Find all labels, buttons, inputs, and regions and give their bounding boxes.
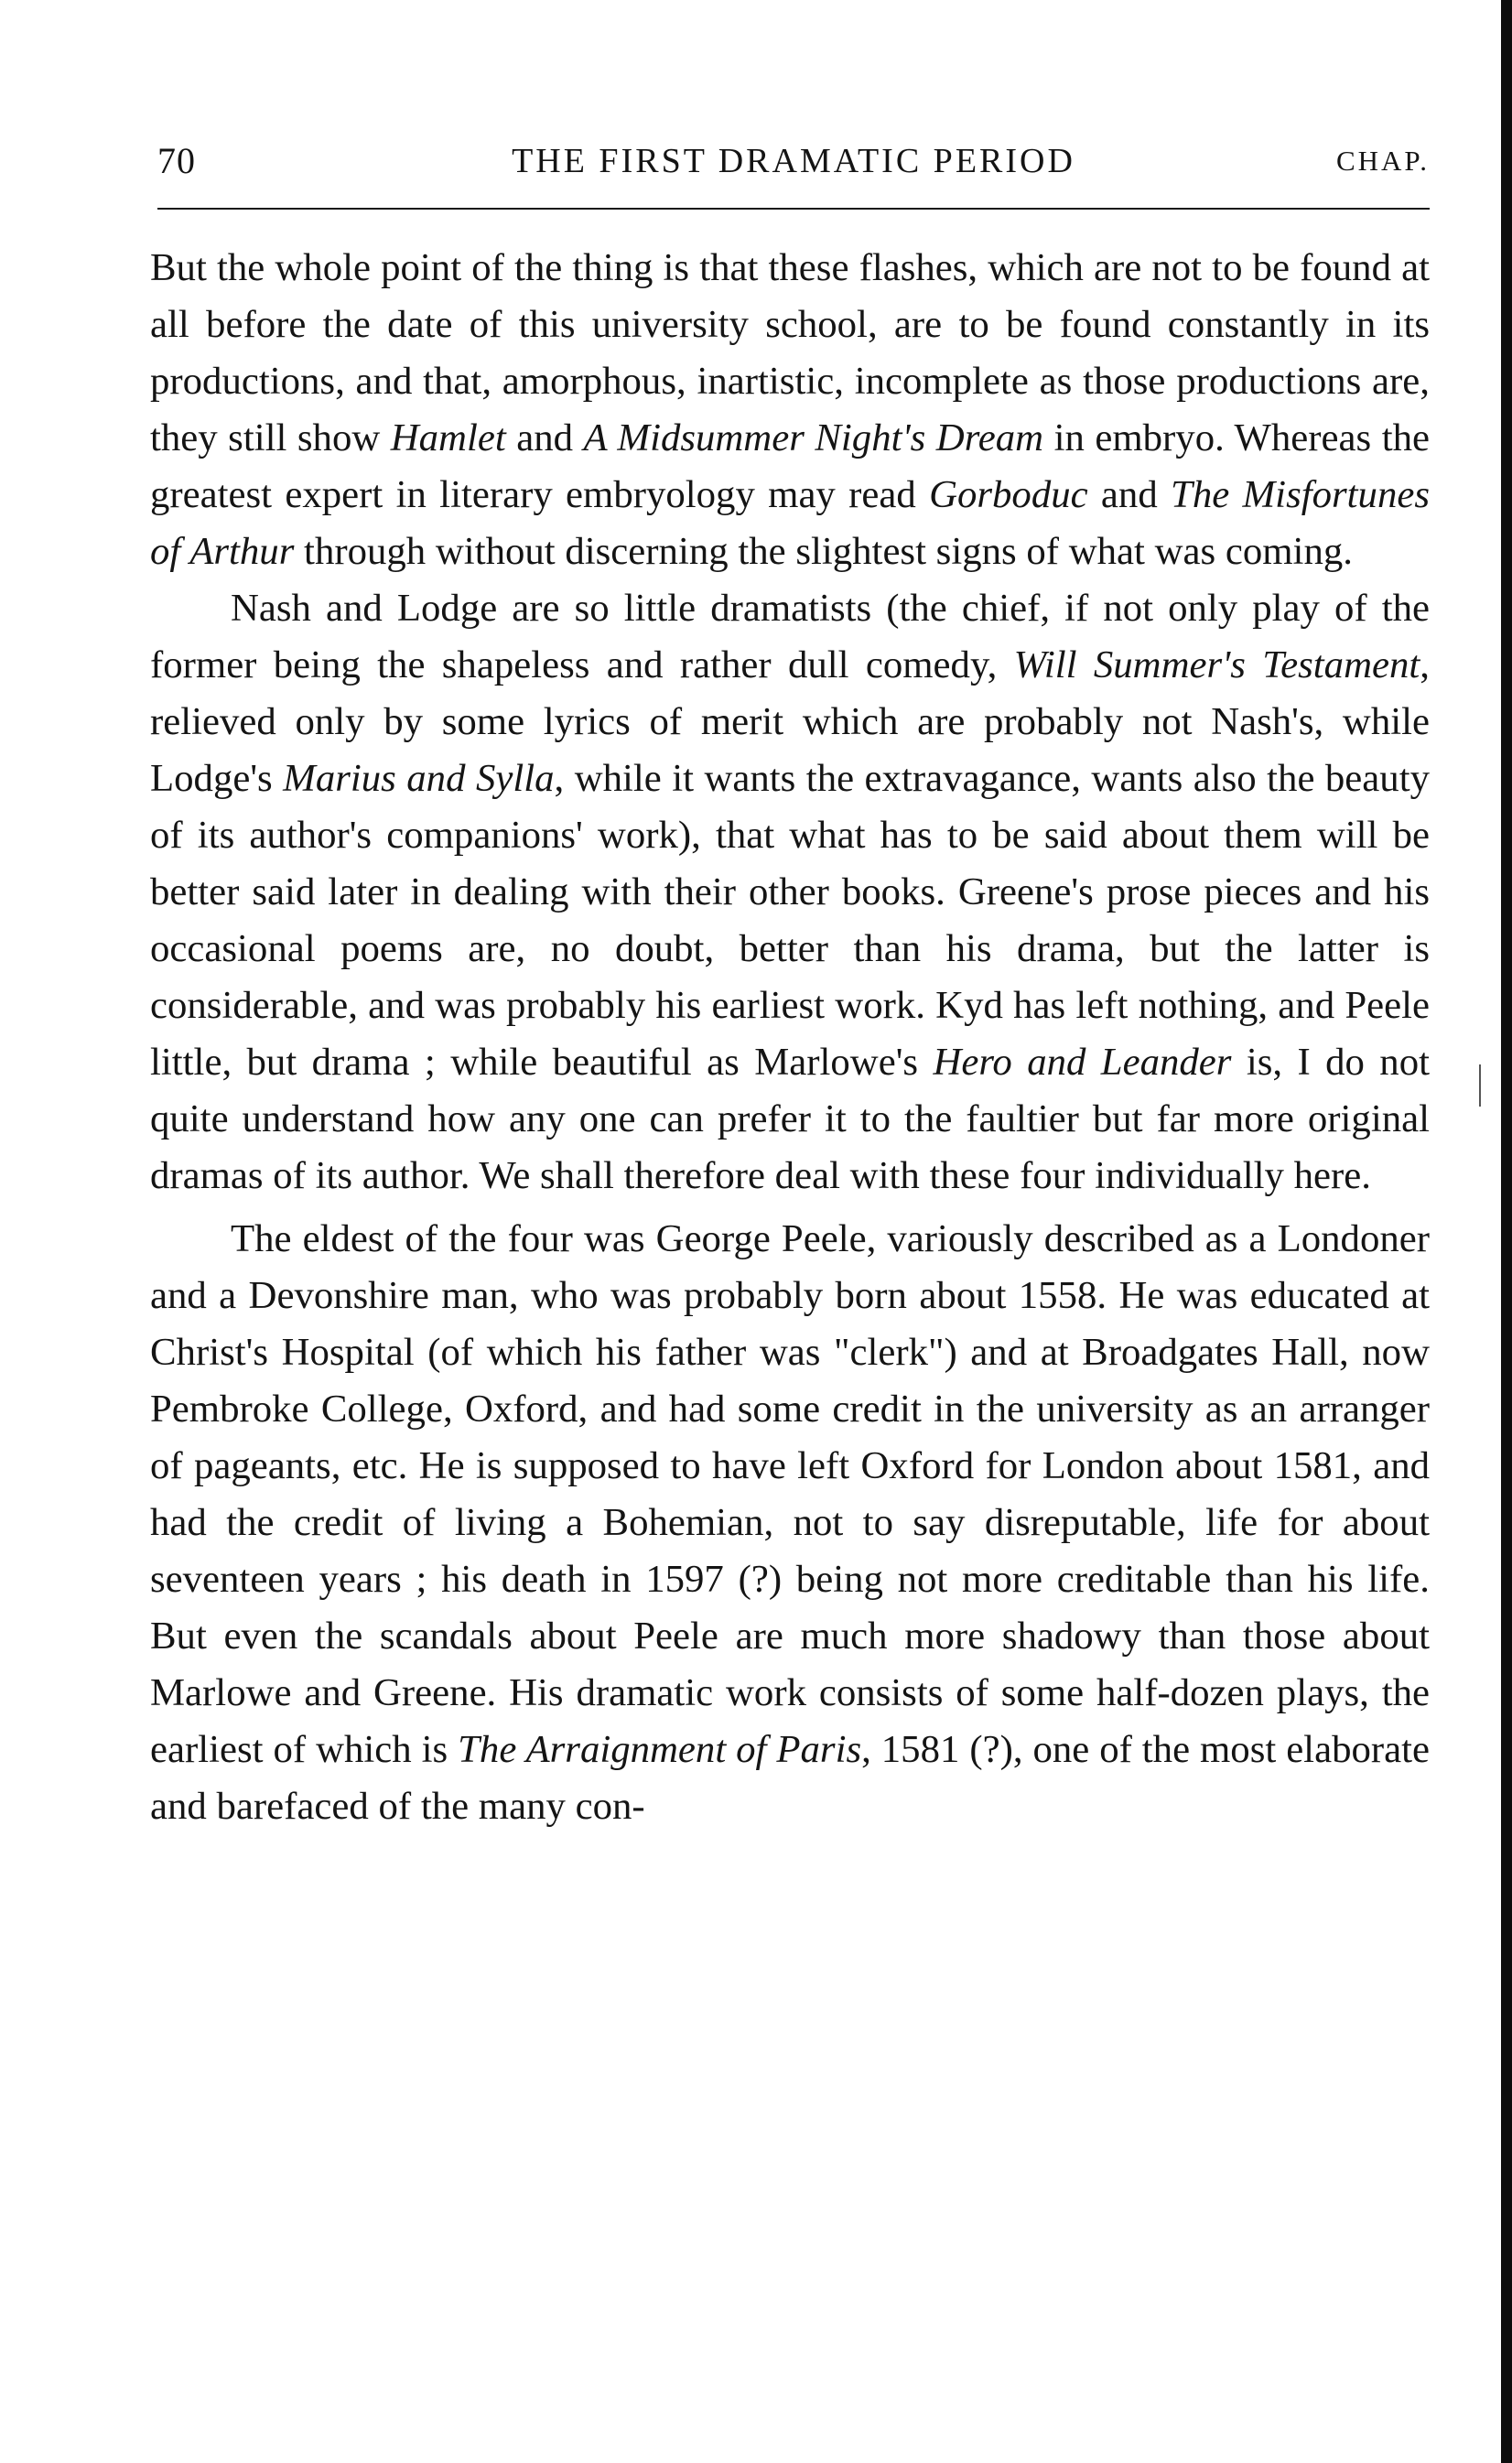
header-rule: [157, 208, 1430, 210]
text-run: , while it wants the extravagance, wants also the beauty of its author's companions' work), that what has to be said about them will be better said later in dealing with their other books. Greene's prose pieces and his occasional poems are, no doubt, better than his drama, but the latter is considerable, and was probably his earliest work. Kyd has left nothing, and Peele little, but drama ; while beautiful as Marlowe's: [150, 757, 1430, 1084]
paragraph-3: [150, 1211, 1430, 1835]
text-run: is, I do not quite understand how any one can prefer it to the faultier but far more original dramas of its author. We shall therefore deal with these four individually here.: [150, 1041, 1430, 1197]
text-run: through without discerning the slightest signs of what was coming.: [294, 530, 1353, 573]
title-marius-and-sylla: Marius and Sylla: [283, 757, 555, 800]
title-arraignment-of-paris: The Arraignment of Paris: [458, 1728, 862, 1771]
text-run: , relieved only by some lyrics of merit which are probably not Nash's, while Lodge's: [150, 643, 1430, 800]
text-run: , 1581 (?), one of the most elaborate and barefaced of the many con-: [150, 1728, 1430, 1828]
text-run: and: [505, 416, 584, 459]
text-run: But the whole point of the thing is that these flashes, which are not to be found at all before the date of this university school, are to be found constantly in its productions, and that, amorphous, inartistic, incomplete as those productions are, they still show: [150, 246, 1430, 459]
title-hero-and-leander: Hero and Leander: [933, 1041, 1232, 1084]
title-hamlet: Hamlet: [390, 416, 506, 459]
scan-edge-bar: [1501, 0, 1512, 2463]
text-run: The eldest of the four was George Peele, variously described as a Londoner and a Devonshire man, who was probably born about 1558. He was educated at Christ's Hospital (of which his father was "clerk") and at Broadgates Hall, now Pembroke College, Oxford, and had some credit in the university as an arranger of pageants, etc. He is supposed to have left Oxford for London about 1581, and had the credit of living a Bohemian, not to say disreputable, life for about seventeen years ; his death in 1597 (?) being not more creditable than his life. But even the scandals about Peele are much more shadowy than those about Marlowe and Greene. His dramatic work consists of some half-dozen plays, the earliest of which is: [150, 1217, 1430, 1771]
text-run: and: [1087, 473, 1172, 516]
running-title: THE FIRST DRAMATIC PERIOD: [512, 142, 1075, 180]
paragraph-2: [150, 580, 1430, 1204]
running-header: [157, 139, 1430, 185]
text-run: Nash and Lodge are so little dramatists (the chief, if not only play of the former being the shapeless and rather dull comedy,: [150, 587, 1430, 686]
body-text: [150, 240, 1430, 1835]
title-gorboduc: Gorboduc: [929, 473, 1088, 516]
title-misfortunes-of-arthur: The Misfortunes of Arthur: [150, 473, 1430, 573]
chapter-label: CHAP.: [1335, 145, 1430, 177]
title-will-summers-testament: Will Summer's Testament: [1013, 643, 1420, 686]
page-number: 70: [157, 140, 196, 181]
paragraph-1: [150, 240, 1430, 580]
title-midsummer-nights-dream: A Midsummer Night's Dream: [583, 416, 1044, 459]
scan-margin-mark: [1479, 1064, 1481, 1107]
text-run: in embryo. Whereas the greatest expert in literary embryology may read: [150, 416, 1430, 516]
